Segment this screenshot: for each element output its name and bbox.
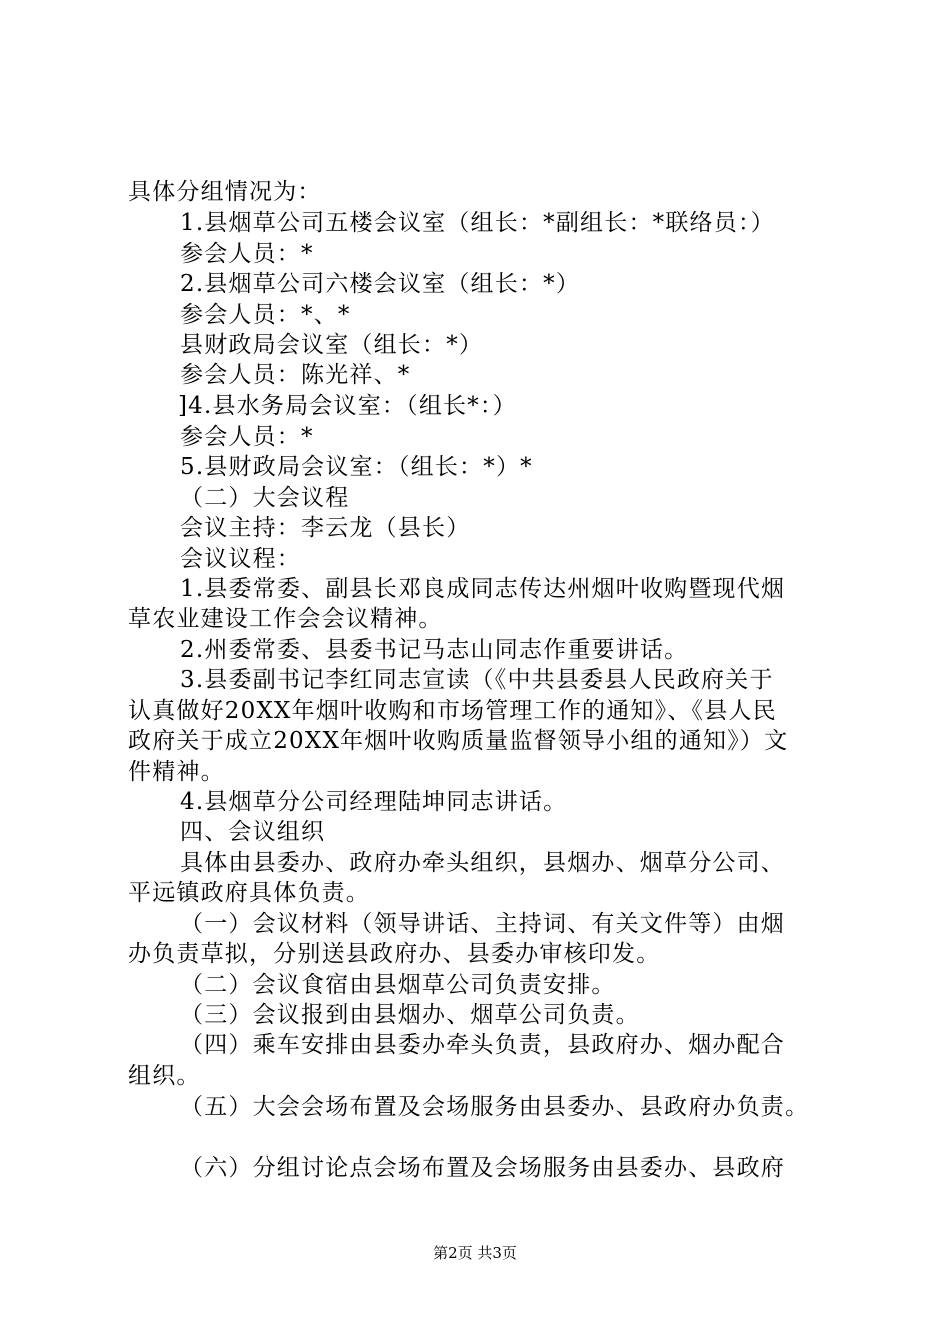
text-line: 3.县委副书记李红同志宣读（《中共县委县人民政府关于 bbox=[180, 667, 774, 693]
text-line: 组织。 bbox=[128, 1063, 201, 1089]
text-line: 政府关于成立20XX年烟叶收购质量监督领导小组的通知》）文 bbox=[128, 728, 789, 754]
text-line: 参会人员：*、* bbox=[180, 302, 351, 328]
text-line: 会议议程： bbox=[180, 546, 301, 572]
text-line: （三）会议报到由县烟办、烟草公司负责。 bbox=[180, 1002, 640, 1028]
text-line: （一）会议材料（领导讲话、主持词、有关文件等）由烟 bbox=[180, 911, 785, 937]
text-line: 5.县财政局会议室：（组长：*）* bbox=[180, 454, 533, 480]
text-line: 参会人员：* bbox=[180, 424, 314, 450]
text-line: 县财政局会议室（组长：*） bbox=[180, 332, 484, 358]
section-heading: （二）大会议程 bbox=[180, 485, 350, 511]
text-line: 1.县烟草公司五楼会议室（组长：*副组长：*联络员：） bbox=[180, 210, 775, 236]
text-line: 2.县烟草公司六楼会议室（组长：*） bbox=[180, 271, 581, 297]
text-line: 会议主持：李云龙（县长） bbox=[180, 515, 471, 541]
section-heading: 四、会议组织 bbox=[180, 819, 326, 845]
page-footer: 第2页 共3页 bbox=[433, 1244, 517, 1262]
text-line: 件精神。 bbox=[128, 759, 225, 785]
text-line: 平远镇政府具体负责。 bbox=[128, 880, 370, 906]
text-line: 具体分组情况为： bbox=[128, 179, 322, 205]
text-line: 具体由县委办、政府办牵头组织，县烟办、烟草分公司、 bbox=[180, 850, 785, 876]
text-line: 办负责草拟，分别送县政府办、县委办审核印发。 bbox=[128, 941, 661, 967]
text-line: （二）会议食宿由县烟草公司负责安排。 bbox=[180, 972, 616, 998]
text-line: 1.县委常委、副县长邓良成同志传达州烟叶收购暨现代烟 bbox=[180, 576, 786, 602]
text-line: （四）乘车安排由县委办牵头负责，县政府办、烟办配合 bbox=[180, 1032, 785, 1058]
text-line: 认真做好20XX年烟叶收购和市场管理工作的通知》、《县人民 bbox=[128, 698, 777, 724]
text-line: 草农业建设工作会会议精神。 bbox=[128, 606, 443, 632]
text-line: 参会人员：陈光祥、* bbox=[180, 362, 411, 388]
text-line: （五）大会会场布置及会场服务由县委办、县政府办负责。 bbox=[180, 1094, 810, 1120]
text-line: ]4.县水务局会议室：（组长*：） bbox=[178, 393, 517, 419]
text-line: 2.州委常委、县委书记马志山同志作重要讲话。 bbox=[180, 637, 689, 663]
text-line: 4.县烟草分公司经理陆坤同志讲话。 bbox=[180, 789, 568, 815]
text-line: 参会人员：* bbox=[180, 241, 314, 267]
text-line: （六）分组讨论点会场布置及会场服务由县委办、县政府 bbox=[180, 1155, 785, 1181]
